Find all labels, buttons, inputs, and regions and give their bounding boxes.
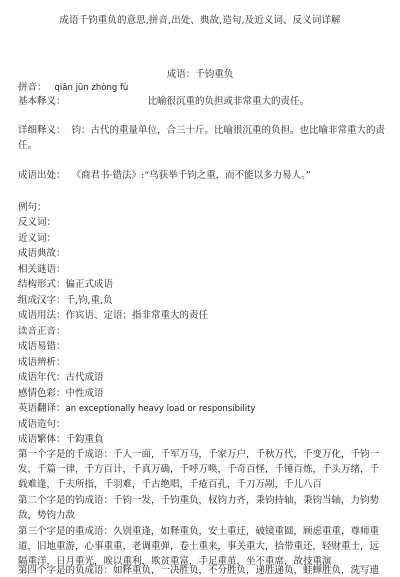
field-riddle: 相关谜语：: [18, 264, 66, 275]
field-english: 英语翻译：an exceptionally heavy load or responsibility: [18, 403, 256, 414]
field-pronunciation: 读音正音：: [18, 326, 66, 337]
paragraph-third-char: 第三个字是的重成语：久别重逢，如释重负，安土重迁，破镜重圆，顾虑重重，尊师重道，旧地重游，心事重重，老调重弹，卷土重来，事关重大，拾带重还，轻财重士，远隔重洋，日月重光，唉以重利，欺贫重富，手足重茧，坐不重席，故技重演: [18, 526, 380, 567]
page-title: 成语千钧重负的意思,拼音,出处、典故,造句,及近义词、反义词详解: [59, 15, 341, 26]
detail-meaning-row: [18, 123, 386, 153]
field-synonym: 近义词：: [18, 233, 57, 244]
field-antonym: 反义词：: [18, 217, 57, 228]
basic-meaning-label: 基本释义：: [18, 96, 66, 107]
source-row: [18, 170, 386, 182]
field-usage: 成语用法：作宾语、定语；指非常重大的责任: [18, 310, 209, 321]
pinyin-value: qiān jūn zhòng fù: [54, 83, 129, 93]
idiom-heading: 成语：千钧重负: [166, 69, 234, 80]
detail-meaning-label: 详细释义：: [18, 125, 66, 136]
field-traditional: 成语繁体：千鈞重負: [18, 434, 104, 445]
detail-meaning-value: 钧：古代的重量单位，合三十斤。比喻很沉重的负担。也比喻非常重大的责任。: [18, 125, 386, 151]
source-label: 成语出处：: [18, 170, 66, 181]
pinyin-row: [18, 82, 386, 94]
basic-meaning-row: [18, 96, 386, 108]
field-sentiment: 感情色彩：中性成语: [18, 388, 104, 399]
field-allusion: 成语典故：: [18, 248, 66, 259]
field-common-errors: 成语易错：: [18, 341, 66, 352]
paragraph-first-char: 第一个字是的千成语：千人一面，千军万马，千家万户，千秋万代，千变万化，千钧一发，千篇一律，千方百计，千真万确，千呼万唤，千奇百怪，千锤百炼，千头万绪，千载难逢，千夫所指，千羽难，千古绝唱，千疮百孔，千刀万剐，千儿八百: [18, 449, 380, 490]
field-era: 成语年代：古代成语: [18, 372, 104, 383]
field-sentence: 成语造句：: [18, 419, 66, 430]
pinyin-label: 拼音：: [18, 82, 47, 93]
field-structure: 结构形式：偏正式成语: [18, 279, 114, 290]
paragraph-second-char: 第二个字是的钧成语：千钧一发，千钧重负，权钧力齐，秉钧持轴，秉钧当轴，力钧势敌，势钧力敌: [18, 495, 380, 521]
field-characters: 组成汉字：千,钧,重,负: [18, 295, 113, 306]
source-value: 《商君书·错法》:“乌获举千钧之重，而不能以多力易人。”: [71, 170, 311, 181]
field-example: 例句：: [18, 202, 47, 213]
paragraph-fourth-char: 第四个字是的负成语：如释重负，一决胜负，不分胜负，递胜递负，蛙蝉胜负，洗写遗: [18, 565, 380, 576]
basic-meaning-value: 比喻很沉重的负担或非常重大的责任。: [147, 96, 310, 107]
field-discrimination: 成语辨析：: [18, 357, 66, 368]
